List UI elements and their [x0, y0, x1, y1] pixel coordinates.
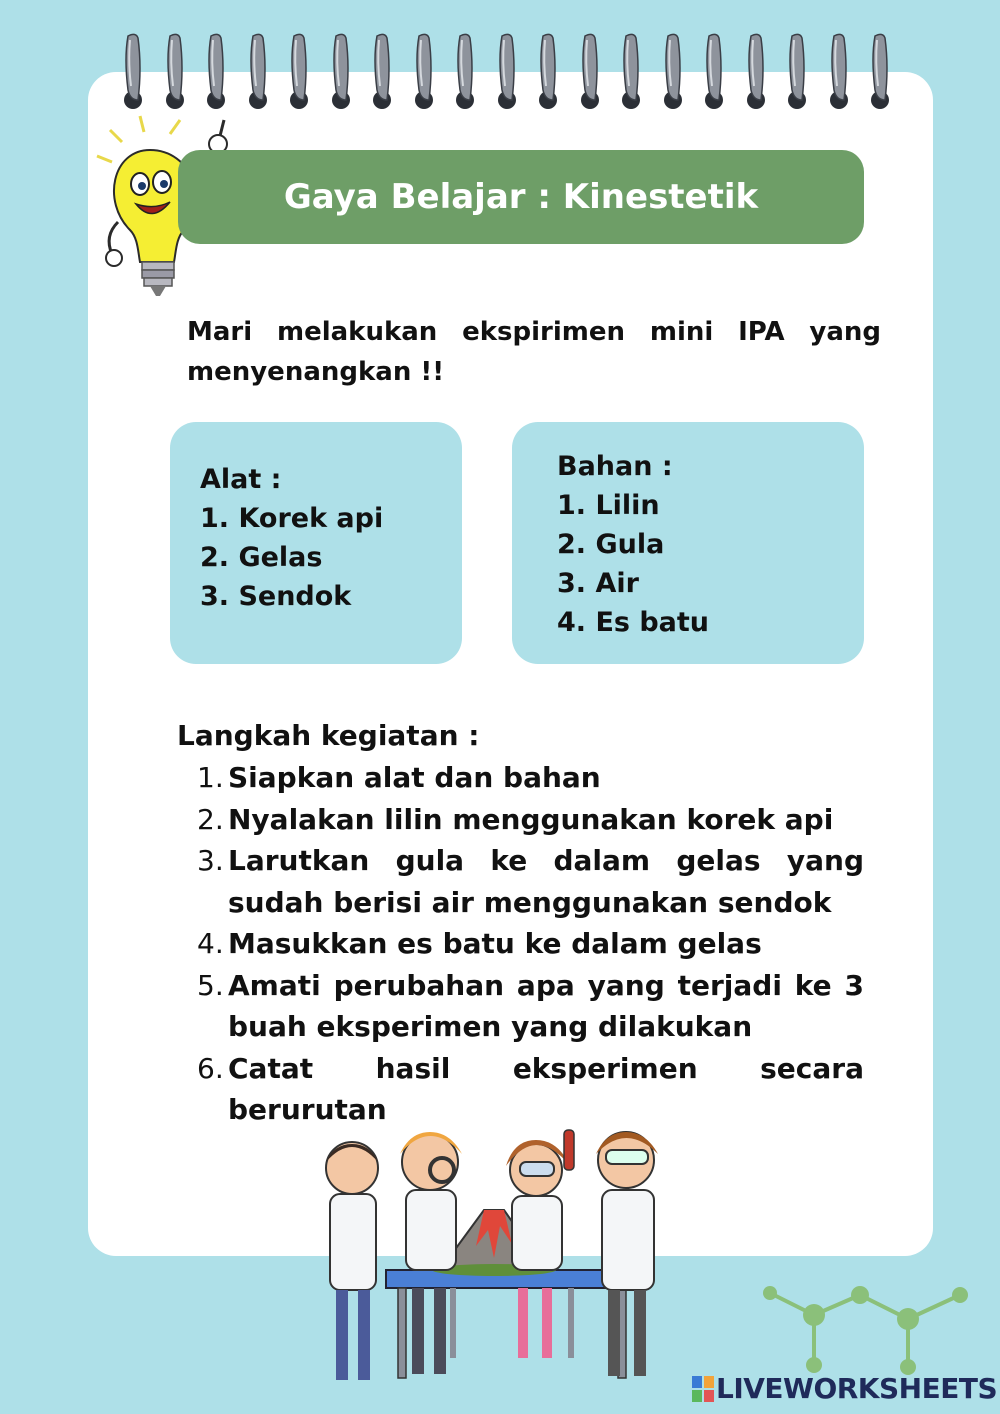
spiral-ring-icon — [577, 28, 603, 112]
spiral-binding — [120, 28, 910, 118]
step-text: Nyalakan lilin menggunakan korek api — [228, 802, 834, 836]
step-text: Siapkan alat dan bahan — [228, 761, 601, 794]
tool-item: 3. Sendok — [200, 581, 352, 612]
step-number: 3. — [197, 844, 224, 877]
material-item: 4. Es batu — [557, 607, 710, 638]
steps-list — [197, 757, 864, 1131]
material-item: 1. Lilin — [557, 490, 660, 521]
materials-box — [512, 422, 864, 664]
page-title: Gaya Belajar : Kinestetik — [178, 150, 864, 244]
material-item: 2. Gula — [557, 529, 665, 560]
spiral-ring-icon — [867, 28, 893, 112]
step-text: Larutkan gula ke dalam gelas yang sudah berisi air menggunakan sendok — [228, 844, 864, 919]
step-item — [197, 965, 864, 1048]
step-number: 6. — [197, 1051, 224, 1085]
step-number: 1. — [197, 761, 224, 794]
spiral-ring-icon — [162, 28, 188, 112]
spiral-ring-icon — [120, 28, 146, 112]
spiral-ring-icon — [660, 28, 686, 112]
spiral-ring-icon — [535, 28, 561, 112]
spiral-ring-icon — [743, 28, 769, 112]
material-item: 3. Air — [557, 568, 639, 599]
spiral-ring-icon — [701, 28, 727, 112]
step-item — [197, 799, 864, 841]
step-text: Amati perubahan apa yang terjadi ke 3 buah eksperimen yang dilakukan — [228, 968, 864, 1043]
spiral-ring-icon — [203, 28, 229, 112]
spiral-ring-icon — [494, 28, 520, 112]
liveworksheets-watermark — [692, 1372, 997, 1405]
spiral-ring-icon — [452, 28, 478, 112]
steps-heading: Langkah kegiatan : — [177, 719, 480, 752]
materials-heading: Bahan : — [557, 451, 673, 482]
watermark-text: LIVEWORKSHEETS — [716, 1372, 998, 1405]
step-text: Catat hasil eksperimen secara berurutan — [228, 1051, 864, 1126]
step-item — [197, 840, 864, 923]
spiral-ring-icon — [618, 28, 644, 112]
step-text: Masukkan es batu ke dalam gelas — [228, 927, 762, 960]
intro-text: Mari melakukan ekspirimen mini IPA yang menyenangkan !! — [187, 317, 881, 387]
spiral-ring-icon — [286, 28, 312, 112]
tool-item: 1. Korek api — [200, 503, 384, 534]
step-number: 4. — [197, 927, 224, 960]
step-number: 5. — [197, 968, 224, 1002]
spiral-ring-icon — [411, 28, 437, 112]
step-item — [197, 923, 864, 965]
spiral-ring-icon — [826, 28, 852, 112]
tool-item: 2. Gelas — [200, 542, 323, 573]
tools-box — [170, 422, 462, 664]
spiral-ring-icon — [369, 28, 395, 112]
tools-heading: Alat : — [200, 464, 282, 495]
spiral-ring-icon — [245, 28, 271, 112]
spiral-ring-icon — [784, 28, 810, 112]
molecule-decoration-icon — [750, 1275, 990, 1385]
step-number: 2. — [197, 802, 224, 836]
liveworksheets-logo-icon — [692, 1376, 714, 1402]
kids-experiment-illustration — [300, 1118, 700, 1398]
spiral-ring-icon — [328, 28, 354, 112]
step-item — [197, 757, 864, 799]
